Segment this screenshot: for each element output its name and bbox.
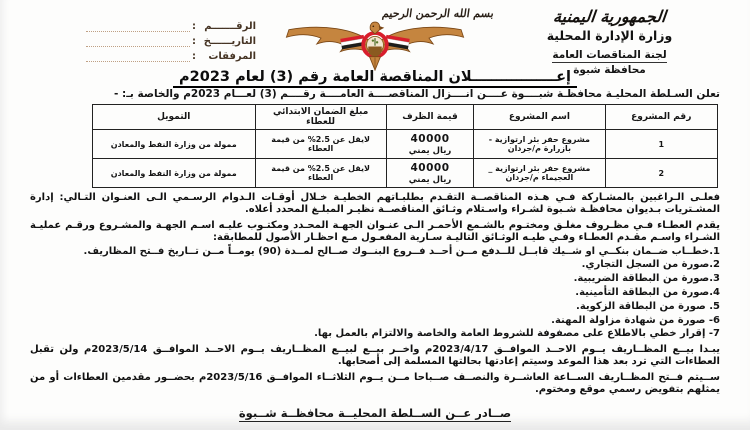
project-number-cell: 1 — [605, 130, 718, 159]
guarantee-cell: لايقل عن 2.5% من قيمة العطاء — [255, 159, 386, 188]
funding-cell: ممولة من وزارة النفط والمعادن — [93, 130, 256, 159]
number-label: الرقـــــــم — [204, 21, 256, 32]
form-row-date — [86, 32, 256, 47]
attachments-label: المرفقات — [208, 51, 256, 62]
ministry-name: وزارة الإدارة المحلية — [546, 28, 673, 43]
opening-paragraph: ســيتم فــتح المظــاريف الســاعة العاشــرة والنصــف صــباحا مــن يــوم الثلاثــاء الموافــق 2023/5/16م بحضــور مقدمين العطاءات أو من يمثلهم بتفويض رسمي موقع ومختوم. — [30, 371, 720, 395]
envelope-amount: 40000 — [410, 132, 450, 145]
participation-paragraph: فعلـى الـراغبين بالمشـاركة فـي هـذه المناقصــة التقـدم بطلبـاتهم الخطيـة خـلال أوقـات الـدوام الرسـمي الـى العنـوان التـالي: إدارة المشـتريات بـديوان محافظـة شـبوة لشـراء واسـتلام وثـائق المناقصــة نظيـر المبلـغ المحدد أعلاه. — [30, 192, 720, 216]
project-number-cell: 2 — [605, 159, 718, 188]
requirement-item: 4.صورة من البطاقة التأمينية. — [575, 286, 720, 298]
funding-cell: ممولة من وزارة النفط والمعادن — [93, 159, 256, 188]
colon: : — [192, 21, 196, 32]
issued-by-footer — [30, 402, 720, 422]
project-name-cell: مشروع حفر بئر ارتوازية - بازرارة م/جردان — [474, 130, 605, 159]
announcement-title: إعـــــــــــــــــلان المناقصة العامة رقم (3) لعام 2023م — [173, 69, 577, 88]
requirement-item: 3.صورة من البطاقة الضريبية. — [573, 273, 720, 285]
envelope-value-cell — [386, 159, 474, 188]
form-row-attachments — [86, 47, 256, 62]
number-dotted-line — [86, 21, 190, 32]
header-guarantee: مبلغ الضمان الابتدائي للعطاء — [255, 105, 386, 130]
envelope-currency: ريال يمني — [408, 145, 452, 156]
header-project-number: رقم المشروع — [605, 105, 718, 130]
title-wrap — [0, 66, 750, 88]
requirement-item: 5. صورة من البطاقة الزكوية. — [576, 300, 720, 312]
colon: : — [192, 51, 196, 62]
guarantee-cell: لايقل عن 2.5% من قيمة العطاء — [255, 130, 386, 159]
header-funding: التمويل — [93, 105, 256, 130]
committee-name: لجنة المناقصات العامة — [552, 49, 667, 61]
header-project-name: اسم المشروع — [474, 105, 605, 130]
intro-paragraph: تعلن السـلطة المحليـة محافظـة شبــــوة عــــن انــــزال المناقصــــة العامــــة رقــــم (3) لعـــام 2023م والخاصة بـ: - — [114, 88, 720, 100]
issued-by-text: صــادر عــن الســلطة المحليــة محافظــة شــبوة — [238, 406, 512, 421]
bismillah-calligraphy: بسم الله الرحمن الرحيم — [381, 7, 495, 20]
project-name-cell: مشروع حفر بئر ارتوازية _ العجيماء م/جردان — [474, 159, 605, 188]
date-dotted-line — [86, 36, 190, 47]
date-label: التاريــــــخ — [203, 36, 256, 47]
reference-form-block — [86, 17, 256, 62]
header-envelope-value: قيمة الظرف — [386, 105, 474, 130]
table-row — [93, 159, 718, 188]
submission-paragraph: يقدم العطـاء فـي مظـروف مغلـق ومختـوم بالشـمع الأحمـر الـى عنـوان الجهـة المحـدد ومكتـوب عليـه اسـم الجهـة والمشـروع ورقـم عمليـة الشـراء واسـم مقـدم العطـاء وفـي طيـه الوثـائق التاليـة سـارية المفعـول مـع احظـار الأصول للمطابقة: — [30, 219, 720, 243]
yemen-emblem-icon — [282, 17, 468, 71]
envelope-currency: ريال يمني — [408, 174, 452, 185]
requirement-item: 1.خطــاب ضــمان بنكــي او شــيك قابــل للــدفع مــن أحــد فــروع البنــوك صــالح لمــدة (90) يومــاً مــن تــاريخ فــتح المظاريف. — [83, 245, 720, 257]
envelope-amount: 40000 — [410, 161, 450, 174]
envelope-value-cell — [386, 130, 474, 159]
attachments-dotted-line — [86, 51, 190, 62]
table-row — [93, 130, 718, 159]
requirement-item: 6- صورة من شهادة مزاولة المهنة. — [551, 314, 720, 326]
colon: : — [192, 36, 196, 47]
governorate-name: محافظة شبوة — [573, 64, 646, 76]
table-header-row — [93, 105, 718, 130]
requirement-item: 2.صورة من السجل التجاري. — [581, 259, 720, 271]
document-body — [30, 88, 720, 422]
form-row-number — [86, 17, 256, 32]
republic-name: الجمهورية اليمنية — [552, 7, 667, 26]
requirement-item: 7- إقرار خطي بالاطلاع على مصفوفة للشروط العامة والخاصة والالتزام بالعمل بها. — [314, 328, 720, 340]
tender-table — [92, 104, 718, 188]
sale-dates-paragraph: يبـدا بيــع المظــاريف يــوم الاحــد الموافــق 2023/4/17م واخــر بيــع لبيــع المظــاريف يــوم الاحــد الموافــق 2023/5/14م ولن تقبل العطاءات التي ترد بعد هذا الموعد وسيتم إعادتها بحالتها المسلمة إلى أصحابها. — [30, 344, 720, 367]
